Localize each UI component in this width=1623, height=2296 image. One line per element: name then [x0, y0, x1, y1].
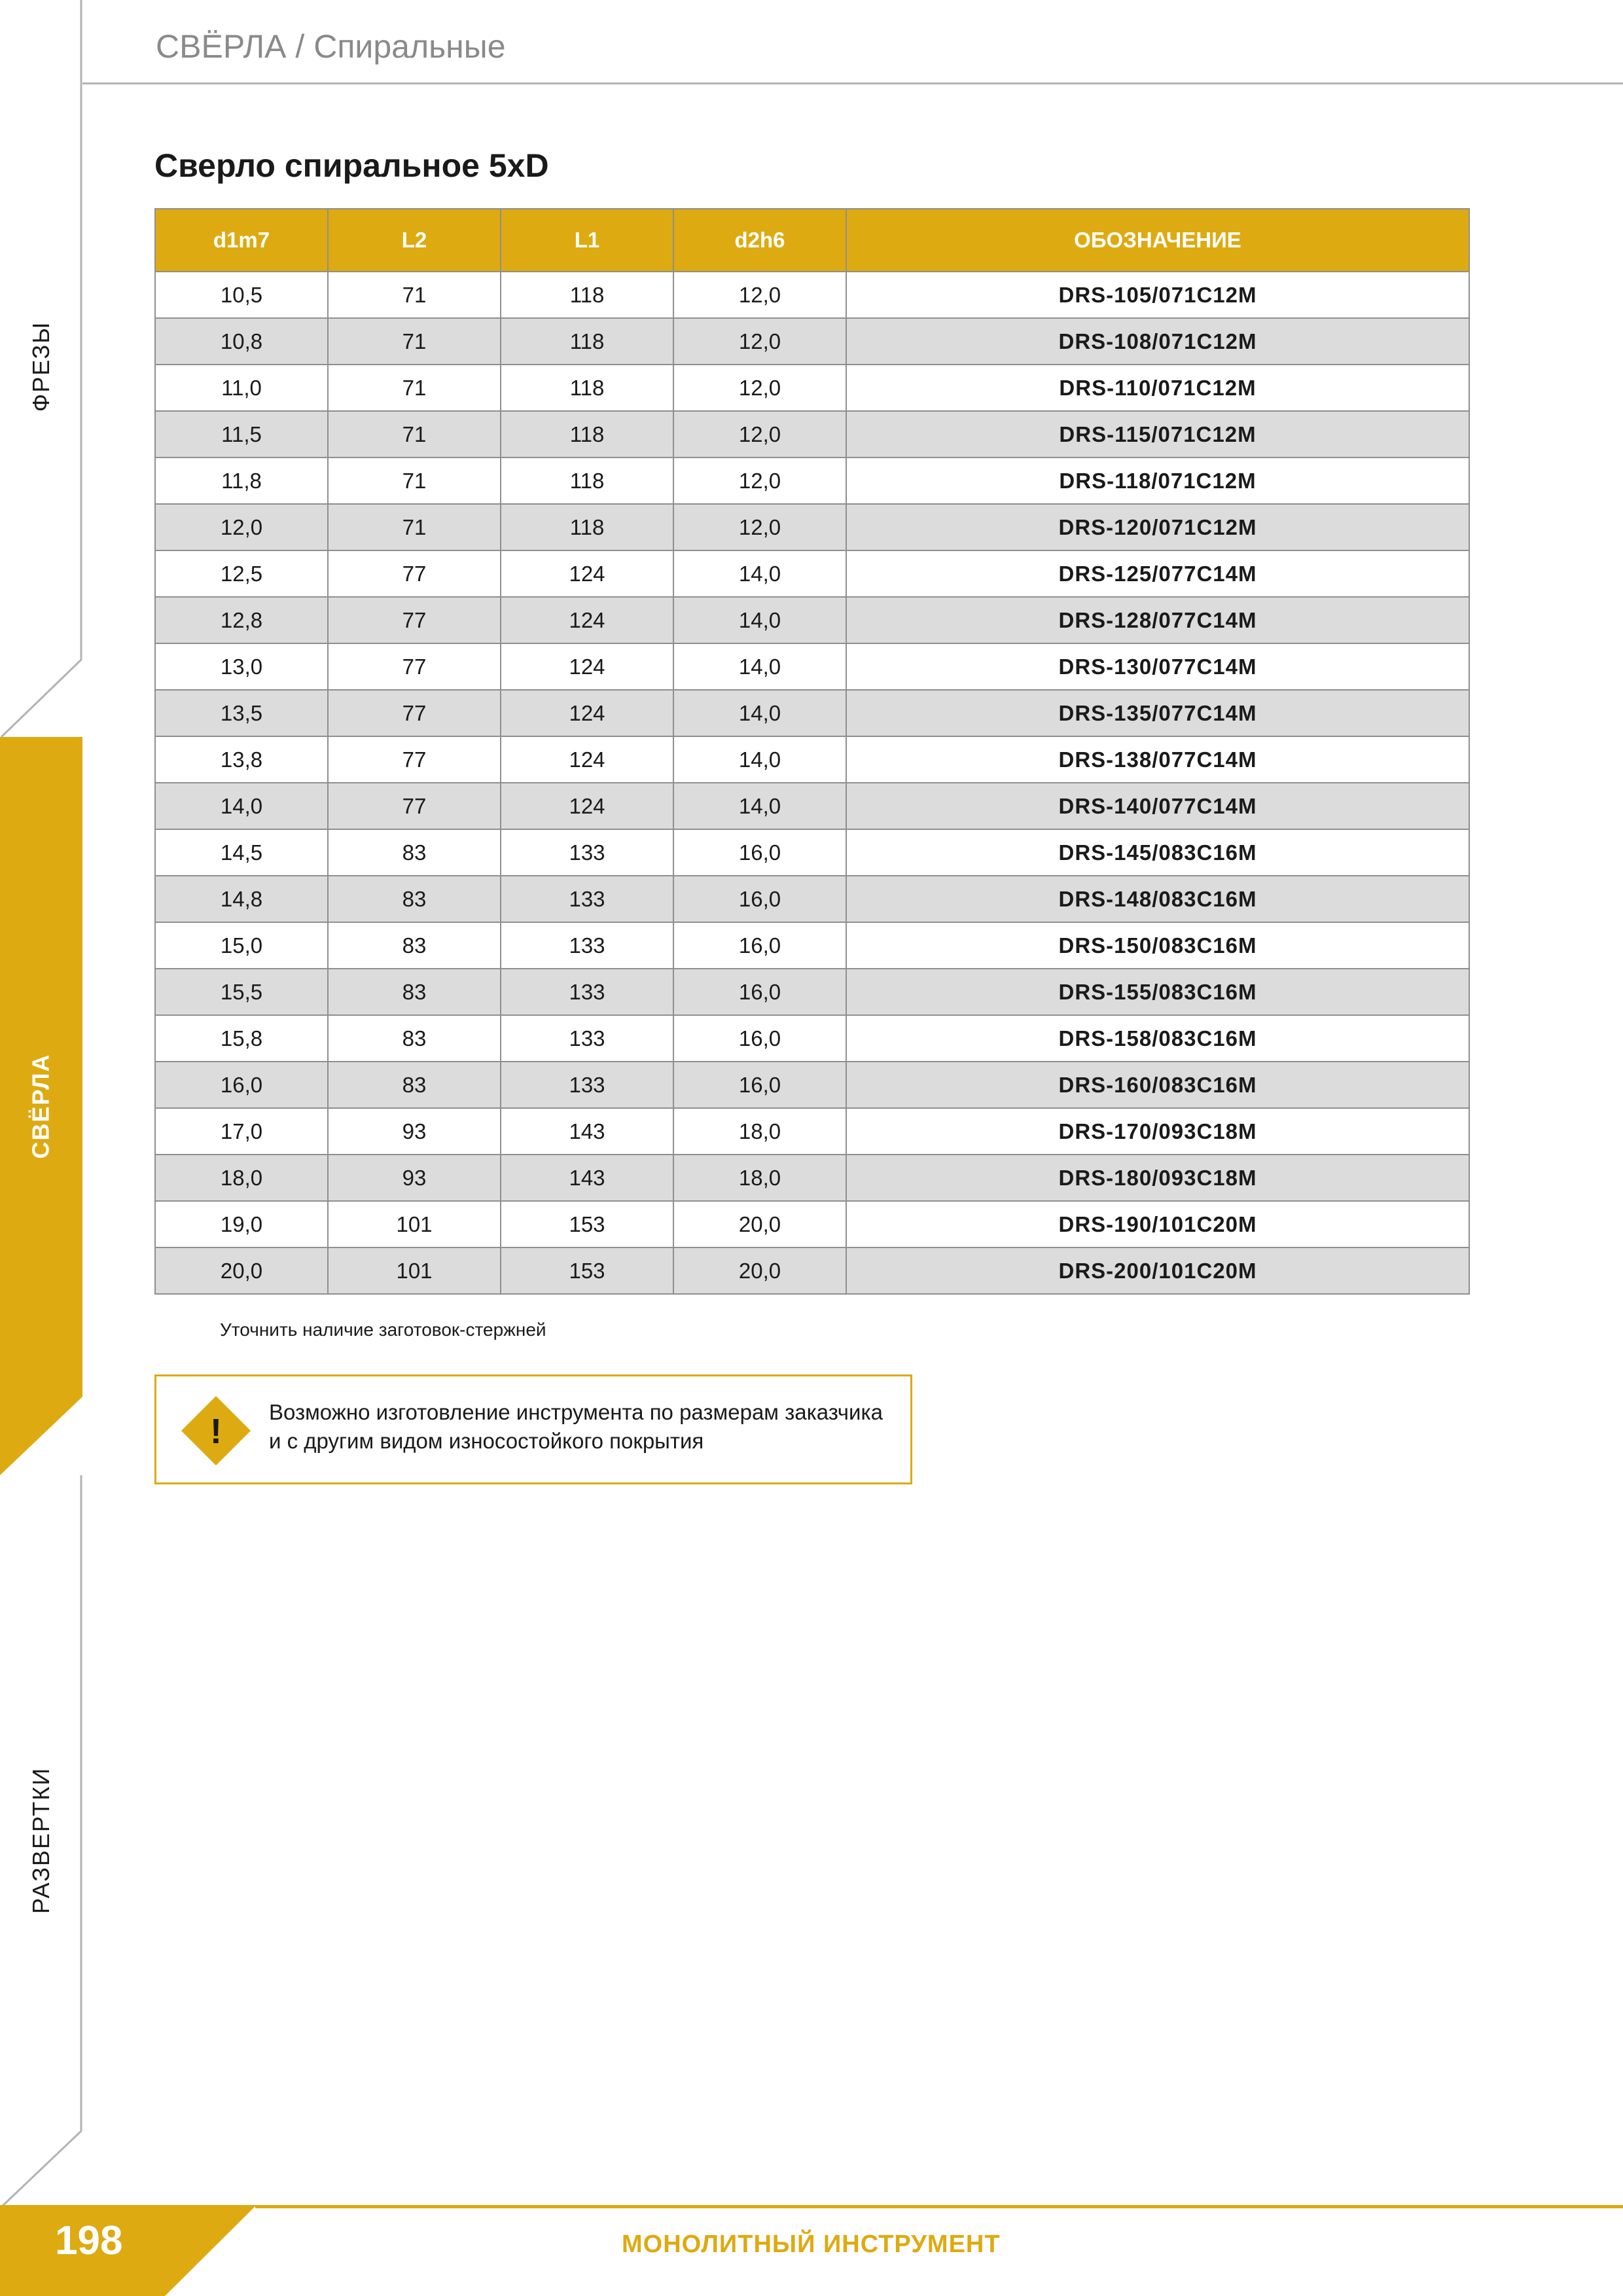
- cell-d1m7: 12,8: [155, 597, 328, 643]
- cell-l2: 71: [328, 411, 501, 457]
- cell-l1: 124: [501, 550, 673, 597]
- cell-d2h6: 16,0: [673, 876, 846, 922]
- cell-l1: 124: [501, 783, 673, 829]
- cell-d1m7: 19,0: [155, 1201, 328, 1247]
- table-row: [155, 643, 1469, 690]
- header-divider: [82, 82, 1623, 84]
- cell-l1: 133: [501, 876, 673, 922]
- cell-designation: DRS-160/083C16M: [846, 1062, 1469, 1108]
- breadcrumb: СВЁРЛА / Спиральные: [156, 28, 506, 65]
- cell-l2: 83: [328, 969, 501, 1015]
- notice-line-1: Возможно изготовление инструмента по размерам заказчика: [269, 1400, 883, 1424]
- cell-l1: 133: [501, 922, 673, 969]
- cell-d1m7: 17,0: [155, 1108, 328, 1155]
- table-body: [155, 272, 1469, 1294]
- column-header-l1: L1: [501, 209, 673, 272]
- cell-l2: 83: [328, 876, 501, 922]
- cell-d1m7: 14,0: [155, 783, 328, 829]
- cell-l1: 133: [501, 969, 673, 1015]
- cell-l2: 77: [328, 597, 501, 643]
- table-row: [155, 550, 1469, 597]
- cell-l2: 71: [328, 457, 501, 504]
- cell-designation: DRS-120/071C12M: [846, 504, 1469, 550]
- cell-designation: DRS-145/083C16M: [846, 829, 1469, 876]
- cell-l2: 83: [328, 829, 501, 876]
- warning-diamond-icon: [180, 1395, 252, 1467]
- cell-d1m7: 11,0: [155, 365, 328, 411]
- cell-d2h6: 12,0: [673, 411, 846, 457]
- cell-l2: 93: [328, 1108, 501, 1155]
- cell-d2h6: 14,0: [673, 643, 846, 690]
- cell-l2: 83: [328, 1062, 501, 1108]
- cell-d1m7: 14,8: [155, 876, 328, 922]
- cell-d1m7: 14,5: [155, 829, 328, 876]
- cell-l2: 101: [328, 1247, 501, 1294]
- cell-d2h6: 12,0: [673, 365, 846, 411]
- sidebar-item-label: ФРЕЗЫ: [27, 321, 54, 412]
- table-row: [155, 969, 1469, 1015]
- cell-l2: 77: [328, 690, 501, 736]
- cell-d2h6: 14,0: [673, 783, 846, 829]
- cell-l1: 133: [501, 1062, 673, 1108]
- cell-d2h6: 16,0: [673, 1015, 846, 1062]
- side-nav: [0, 0, 82, 2296]
- table-row: [155, 504, 1469, 550]
- cell-d2h6: 16,0: [673, 922, 846, 969]
- cell-d1m7: 15,0: [155, 922, 328, 969]
- cell-l2: 71: [328, 272, 501, 318]
- table-row: [155, 457, 1469, 504]
- cell-d1m7: 13,5: [155, 690, 328, 736]
- cell-d1m7: 10,8: [155, 318, 328, 365]
- cell-d1m7: 16,0: [155, 1062, 328, 1108]
- cell-designation: DRS-105/071C12M: [846, 272, 1469, 318]
- cell-designation: DRS-138/077C14M: [846, 736, 1469, 783]
- cell-l2: 93: [328, 1155, 501, 1201]
- table-row: [155, 1247, 1469, 1294]
- cell-l1: 118: [501, 411, 673, 457]
- warning-glyph: !: [210, 1412, 222, 1451]
- cell-designation: DRS-158/083C16M: [846, 1015, 1469, 1062]
- cell-l1: 143: [501, 1108, 673, 1155]
- cell-d2h6: 20,0: [673, 1201, 846, 1247]
- cell-l1: 143: [501, 1155, 673, 1201]
- cell-designation: DRS-170/093C18M: [846, 1108, 1469, 1155]
- table-row: [155, 1062, 1469, 1108]
- cell-l1: 153: [501, 1201, 673, 1247]
- page-title: Сверло спиральное 5xD: [154, 147, 549, 184]
- table-row: [155, 922, 1469, 969]
- table-row: [155, 783, 1469, 829]
- table-row: [155, 690, 1469, 736]
- cell-designation: DRS-150/083C16M: [846, 922, 1469, 969]
- cell-d2h6: 16,0: [673, 829, 846, 876]
- cell-designation: DRS-180/093C18M: [846, 1155, 1469, 1201]
- table-row: [155, 318, 1469, 365]
- cell-d2h6: 12,0: [673, 457, 846, 504]
- table-row: [155, 411, 1469, 457]
- cell-l1: 124: [501, 597, 673, 643]
- table-row: [155, 1201, 1469, 1247]
- cell-d2h6: 12,0: [673, 504, 846, 550]
- cell-l2: 77: [328, 783, 501, 829]
- cell-designation: DRS-125/077C14M: [846, 550, 1469, 597]
- cell-d1m7: 15,8: [155, 1015, 328, 1062]
- table-row: [155, 272, 1469, 318]
- cell-l2: 71: [328, 318, 501, 365]
- cell-d1m7: 11,8: [155, 457, 328, 504]
- cell-d1m7: 18,0: [155, 1155, 328, 1201]
- cell-designation: DRS-140/077C14M: [846, 783, 1469, 829]
- cell-designation: DRS-108/071C12M: [846, 318, 1469, 365]
- cell-d2h6: 12,0: [673, 272, 846, 318]
- cell-l1: 124: [501, 690, 673, 736]
- cell-d2h6: 14,0: [673, 736, 846, 783]
- cell-l2: 77: [328, 643, 501, 690]
- cell-d1m7: 20,0: [155, 1247, 328, 1294]
- cell-d2h6: 12,0: [673, 318, 846, 365]
- cell-l2: 77: [328, 550, 501, 597]
- footer-rule: [255, 2205, 1623, 2208]
- cell-designation: DRS-115/071C12M: [846, 411, 1469, 457]
- table-row: [155, 736, 1469, 783]
- table-row: [155, 1015, 1469, 1062]
- cell-d1m7: 13,8: [155, 736, 328, 783]
- cell-d2h6: 20,0: [673, 1247, 846, 1294]
- cell-d1m7: 12,5: [155, 550, 328, 597]
- cell-d2h6: 18,0: [673, 1155, 846, 1201]
- footer-section-title: МОНОЛИТНЫЙ ИНСТРУМЕНТ: [622, 2231, 1001, 2258]
- cell-designation: DRS-190/101C20M: [846, 1201, 1469, 1247]
- cell-l1: 124: [501, 736, 673, 783]
- column-header-d2h6: d2h6: [673, 209, 846, 272]
- cell-l1: 133: [501, 1015, 673, 1062]
- cell-l1: 118: [501, 365, 673, 411]
- cell-designation: DRS-128/077C14M: [846, 597, 1469, 643]
- cell-designation: DRS-155/083C16M: [846, 969, 1469, 1015]
- table-row: [155, 829, 1469, 876]
- table-row: [155, 1108, 1469, 1155]
- footer-page-tab: [0, 2205, 257, 2296]
- cell-d1m7: 13,0: [155, 643, 328, 690]
- table-row: [155, 1155, 1469, 1201]
- cell-l2: 77: [328, 736, 501, 783]
- cell-designation: DRS-148/083C16M: [846, 876, 1469, 922]
- cell-d2h6: 16,0: [673, 1062, 846, 1108]
- cell-l2: 83: [328, 1015, 501, 1062]
- cell-l2: 71: [328, 504, 501, 550]
- table-row: [155, 365, 1469, 411]
- cell-d2h6: 18,0: [673, 1108, 846, 1155]
- cell-l1: 153: [501, 1247, 673, 1294]
- cell-d2h6: 16,0: [673, 969, 846, 1015]
- page-number: 198: [55, 2218, 123, 2263]
- cell-designation: DRS-118/071C12M: [846, 457, 1469, 504]
- stock-note: Уточнить наличие заготовок-стержней: [220, 1319, 546, 1340]
- cell-l2: 71: [328, 365, 501, 411]
- cell-designation: DRS-200/101C20M: [846, 1247, 1469, 1294]
- cell-l1: 118: [501, 318, 673, 365]
- column-header-d1m7: d1m7: [155, 209, 328, 272]
- notice-line-2: и с другим видом износостойкого покрытия: [269, 1429, 704, 1453]
- cell-d2h6: 14,0: [673, 597, 846, 643]
- column-header-designation: ОБОЗНАЧЕНИЕ: [846, 209, 1469, 272]
- cell-d2h6: 14,0: [673, 690, 846, 736]
- cell-l2: 101: [328, 1201, 501, 1247]
- cell-l1: 124: [501, 643, 673, 690]
- cell-designation: DRS-135/077C14M: [846, 690, 1469, 736]
- cell-d1m7: 11,5: [155, 411, 328, 457]
- cell-d1m7: 10,5: [155, 272, 328, 318]
- table-header-row: [155, 209, 1469, 272]
- spec-table: [154, 208, 1470, 1295]
- table-row: [155, 597, 1469, 643]
- table-row: [155, 876, 1469, 922]
- column-header-l2: L2: [328, 209, 501, 272]
- cell-d2h6: 14,0: [673, 550, 846, 597]
- cell-l2: 83: [328, 922, 501, 969]
- cell-d1m7: 12,0: [155, 504, 328, 550]
- cell-designation: DRS-110/071C12M: [846, 365, 1469, 411]
- cell-l1: 118: [501, 272, 673, 318]
- sidebar-item-label: РАЗВЕРТКИ: [27, 1767, 54, 1914]
- sidebar-item-label: СВЁРЛА: [27, 1053, 54, 1159]
- cell-l1: 118: [501, 504, 673, 550]
- cell-l1: 133: [501, 829, 673, 876]
- cell-d1m7: 15,5: [155, 969, 328, 1015]
- custom-order-notice: [154, 1374, 912, 1484]
- cell-l1: 118: [501, 457, 673, 504]
- cell-designation: DRS-130/077C14M: [846, 643, 1469, 690]
